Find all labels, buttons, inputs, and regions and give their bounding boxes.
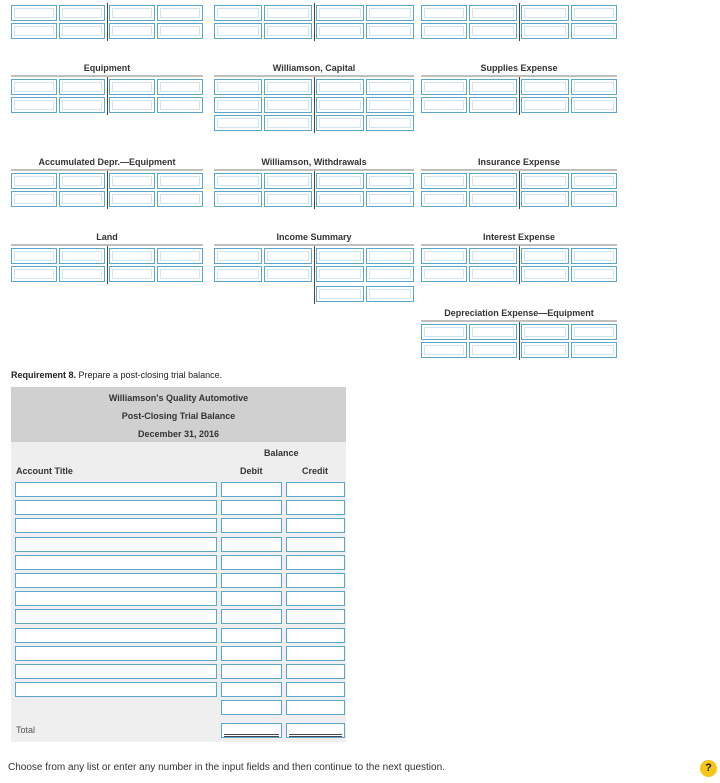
debit-input[interactable] [221, 609, 282, 624]
t-account-input[interactable] [366, 286, 414, 302]
credit-input[interactable] [286, 573, 345, 588]
account-title-input[interactable] [15, 646, 217, 661]
t-account-title: Land [96, 232, 118, 242]
debit-input[interactable] [221, 664, 282, 679]
debit-input[interactable] [221, 573, 282, 588]
t-account-input[interactable] [316, 286, 364, 302]
t-account-input[interactable] [316, 79, 364, 95]
trial-balance-header [11, 387, 346, 442]
requirement-label: Requirement 8. [11, 370, 77, 380]
t-account-input[interactable] [421, 79, 467, 95]
t-account-input[interactable] [316, 115, 364, 131]
t-account-input[interactable] [264, 266, 312, 282]
credit-input[interactable] [286, 482, 345, 497]
t-account-input[interactable] [469, 173, 517, 189]
t-account-input[interactable] [571, 191, 617, 207]
account-title-input[interactable] [15, 682, 217, 697]
t-account-input[interactable] [316, 248, 364, 264]
t-account-input[interactable] [469, 79, 517, 95]
t-account-input[interactable] [571, 173, 617, 189]
account-title-input[interactable] [15, 555, 217, 570]
t-account-input[interactable] [264, 23, 312, 39]
t-account-input[interactable] [11, 248, 57, 264]
debit-header: Debit [240, 466, 263, 476]
t-account-input[interactable] [157, 23, 203, 39]
instruction-text: Choose from any list or enter any number in the input fields and then continue to the next question. [8, 762, 445, 773]
t-account-input[interactable] [109, 266, 155, 282]
requirement-instruction: Prepare a post-closing trial balance. [76, 370, 223, 380]
t-account-title: Williamson, Capital [272, 63, 356, 73]
t-account-input[interactable] [264, 115, 312, 131]
t-account-input[interactable] [316, 173, 364, 189]
t-account-input[interactable] [214, 5, 262, 21]
t-account-input[interactable] [571, 23, 617, 39]
credit-input[interactable] [286, 682, 345, 697]
t-account-title: Accumulated Depr.—Equipment [38, 157, 176, 167]
trial-balance-column-header [11, 442, 346, 480]
debit-input[interactable] [221, 700, 282, 715]
total-label: Total [16, 724, 36, 735]
t-account-input[interactable] [109, 23, 155, 39]
t-account-input[interactable] [469, 324, 517, 340]
t-account-input[interactable] [521, 23, 569, 39]
t-account-input[interactable] [11, 5, 57, 21]
help-button[interactable]: ? [700, 760, 717, 777]
t-account-input[interactable] [157, 248, 203, 264]
t-account-title: Equipment [83, 63, 131, 73]
t-account-input[interactable] [214, 23, 262, 39]
t-account-input[interactable] [469, 191, 517, 207]
t-account-input[interactable] [214, 248, 262, 264]
t-account-input[interactable] [316, 97, 364, 113]
t-account-input[interactable] [316, 23, 364, 39]
t-account-input[interactable] [59, 23, 105, 39]
t-account-input[interactable] [214, 173, 262, 189]
t-account-title: Insurance Expense [477, 157, 561, 167]
t-account-input[interactable] [109, 248, 155, 264]
credit-input[interactable] [286, 537, 345, 552]
t-account-input[interactable] [469, 266, 517, 282]
credit-input[interactable] [286, 591, 345, 606]
t-account-input[interactable] [521, 97, 569, 113]
double-underline [224, 736, 279, 737]
t-account-input[interactable] [421, 266, 467, 282]
double-underline [224, 734, 279, 735]
t-account-input[interactable] [264, 248, 312, 264]
account-title-input[interactable] [15, 537, 217, 552]
t-account-title: Income Summary [276, 232, 352, 242]
t-account-title: Williamson, Withdrawals [261, 157, 367, 167]
t-account-input[interactable] [366, 266, 414, 282]
account-title-input[interactable] [15, 591, 217, 606]
t-account-input[interactable] [421, 324, 467, 340]
debit-input[interactable] [221, 555, 282, 570]
t-account-input[interactable] [521, 342, 569, 358]
t-account-input[interactable] [316, 191, 364, 207]
t-account-input[interactable] [109, 191, 155, 207]
account-title-input[interactable] [15, 664, 217, 679]
t-account-input[interactable] [421, 5, 467, 21]
t-account-input[interactable] [469, 342, 517, 358]
credit-input[interactable] [286, 664, 345, 679]
t-account-input[interactable] [521, 191, 569, 207]
t-account-input[interactable] [316, 5, 364, 21]
t-account-input[interactable] [366, 23, 414, 39]
balance-header: Balance [264, 448, 299, 458]
t-account-input[interactable] [571, 248, 617, 264]
t-account-input[interactable] [157, 5, 203, 21]
t-account-input[interactable] [11, 79, 57, 95]
account-title-input[interactable] [15, 628, 217, 643]
debit-input[interactable] [221, 682, 282, 697]
t-account-input[interactable] [521, 5, 569, 21]
debit-input[interactable] [221, 628, 282, 643]
t-account-input[interactable] [571, 97, 617, 113]
t-account-input[interactable] [59, 191, 105, 207]
t-account-input[interactable] [571, 79, 617, 95]
t-account-input[interactable] [59, 248, 105, 264]
t-account-input[interactable] [109, 173, 155, 189]
t-account-input[interactable] [469, 5, 517, 21]
t-account-input[interactable] [571, 266, 617, 282]
t-account-title: Supplies Expense [480, 63, 558, 73]
t-account-input[interactable] [366, 173, 414, 189]
double-underline [289, 734, 342, 735]
t-account-input[interactable] [521, 324, 569, 340]
t-account-input[interactable] [366, 5, 414, 21]
company-name: Williamson's Quality Automotive [108, 393, 249, 403]
credit-header: Credit [302, 466, 329, 476]
t-account-title: Depreciation Expense—Equipment [444, 308, 594, 318]
t-account-input[interactable] [11, 266, 57, 282]
t-account-input[interactable] [214, 191, 262, 207]
t-account-input[interactable] [59, 79, 105, 95]
t-account-input[interactable] [157, 97, 203, 113]
t-account-input[interactable] [11, 191, 57, 207]
credit-input[interactable] [286, 555, 345, 570]
debit-input[interactable] [221, 537, 282, 552]
t-account-input[interactable] [264, 173, 312, 189]
statement-date: December 31, 2016 [137, 429, 220, 439]
t-account-input[interactable] [521, 79, 569, 95]
t-account-input[interactable] [214, 79, 262, 95]
t-account-input[interactable] [59, 173, 105, 189]
t-account-input[interactable] [421, 342, 467, 358]
debit-input[interactable] [221, 646, 282, 661]
credit-input[interactable] [286, 518, 345, 533]
t-account-input[interactable] [157, 266, 203, 282]
t-account-input[interactable] [571, 5, 617, 21]
t-account-input[interactable] [316, 266, 364, 282]
account-title-header: Account Title [16, 466, 73, 476]
t-account-input[interactable] [521, 173, 569, 189]
t-account-input[interactable] [214, 266, 262, 282]
t-account-input[interactable] [109, 79, 155, 95]
t-account-title: Interest Expense [482, 232, 556, 242]
double-underline [289, 736, 342, 737]
t-account-input[interactable] [469, 23, 517, 39]
account-title-input[interactable] [15, 482, 217, 497]
debit-input[interactable] [221, 500, 282, 515]
t-account-input[interactable] [571, 342, 617, 358]
t-account-input[interactable] [366, 191, 414, 207]
t-account-input[interactable] [571, 324, 617, 340]
credit-input[interactable] [286, 646, 345, 661]
t-account-input[interactable] [157, 191, 203, 207]
t-account-input[interactable] [157, 173, 203, 189]
t-account-input[interactable] [366, 97, 414, 113]
debit-input[interactable] [221, 518, 282, 533]
account-title-input[interactable] [15, 518, 217, 533]
t-account-input[interactable] [366, 79, 414, 95]
t-account-input[interactable] [214, 115, 262, 131]
t-account-input[interactable] [11, 97, 57, 113]
t-account-input[interactable] [264, 79, 312, 95]
t-account-input[interactable] [157, 79, 203, 95]
t-account-input[interactable] [59, 97, 105, 113]
credit-input[interactable] [286, 609, 345, 624]
debit-input[interactable] [221, 482, 282, 497]
t-account-input[interactable] [521, 266, 569, 282]
t-account-input[interactable] [109, 97, 155, 113]
t-account-input[interactable] [421, 23, 467, 39]
t-account-input[interactable] [59, 266, 105, 282]
account-title-input[interactable] [15, 573, 217, 588]
t-account-input[interactable] [11, 23, 57, 39]
credit-input[interactable] [286, 500, 345, 515]
t-account-input[interactable] [264, 191, 312, 207]
t-account-input[interactable] [421, 191, 467, 207]
t-account-input[interactable] [421, 173, 467, 189]
credit-input[interactable] [286, 700, 345, 715]
t-account-input[interactable] [366, 248, 414, 264]
t-account-input[interactable] [469, 97, 517, 113]
t-account-input[interactable] [264, 5, 312, 21]
t-account-input[interactable] [109, 5, 155, 21]
t-account-input[interactable] [421, 97, 467, 113]
credit-input[interactable] [286, 628, 345, 643]
t-account-input[interactable] [59, 5, 105, 21]
t-account-input[interactable] [521, 248, 569, 264]
t-account-input[interactable] [366, 115, 414, 131]
debit-input[interactable] [221, 591, 282, 606]
requirement-text [11, 370, 222, 380]
t-account-input[interactable] [469, 248, 517, 264]
statement-name: Post-Closing Trial Balance [121, 411, 236, 421]
account-title-input[interactable] [15, 609, 217, 624]
trial-balance-body [11, 480, 346, 742]
t-account-input[interactable] [421, 248, 467, 264]
t-account-input[interactable] [264, 97, 312, 113]
t-account-input[interactable] [11, 173, 57, 189]
account-title-input[interactable] [15, 500, 217, 515]
t-account-input[interactable] [214, 97, 262, 113]
